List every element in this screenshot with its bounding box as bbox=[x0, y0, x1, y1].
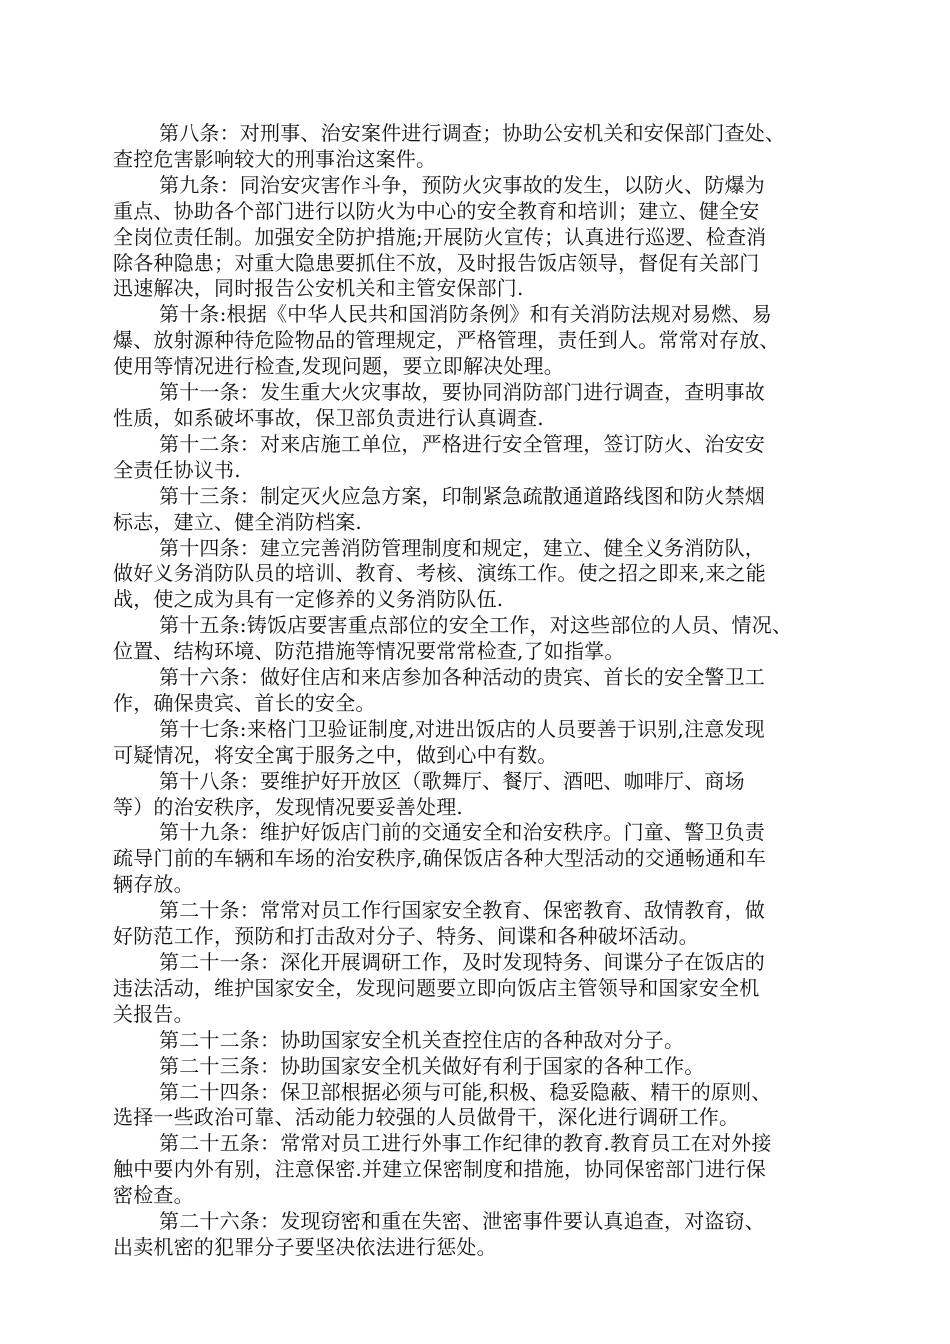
paragraph-line: 第二十一条：深化开展调研工作，及时发现特务、间谍分子在饭店的 bbox=[159, 950, 765, 974]
article-paragraph bbox=[113, 717, 833, 769]
article-paragraph bbox=[113, 950, 833, 1028]
article-paragraph bbox=[113, 1080, 833, 1132]
paragraph-line: 第十一条：发生重大火灾事故，要协同消防部门进行调查，查明事故 bbox=[159, 380, 765, 405]
article-paragraph bbox=[113, 1054, 833, 1080]
paragraph-line: 疏导门前的车辆和车场的治安秩序,确保饭店各种大型活动的交通畅通和车 bbox=[113, 846, 766, 871]
paragraph-line: 违法活动，维护国家安全，发现问题要立即向饭店主管领导和国家安全机 bbox=[113, 975, 760, 1000]
paragraph-line: 查控危害影响较大的刑事治这案件。 bbox=[113, 146, 437, 171]
article-paragraph bbox=[113, 484, 833, 536]
paragraph-line: 第二十六条：发现窃密和重在失密、泄密事件要认真追查，对盗窃、 bbox=[159, 1209, 765, 1234]
paragraph-line: 做好义务消防队员的培训、教育、考核、演练工作。使之招之即来,来之能 bbox=[113, 561, 766, 586]
article-paragraph bbox=[113, 1209, 833, 1261]
article-paragraph bbox=[113, 380, 833, 432]
article-paragraph bbox=[113, 432, 833, 484]
paragraph-line: 战，使之成为具有一定修养的义务消防队伍. bbox=[113, 587, 504, 612]
paragraph-line: 出卖机密的犯罪分子要坚决依法进行惩处。 bbox=[113, 1234, 497, 1259]
document-body bbox=[113, 121, 833, 1261]
article-paragraph bbox=[113, 1028, 833, 1054]
paragraph-line: 第十三条：制定灭火应急方案，印制紧急疏散通道路线图和防火禁烟 bbox=[159, 483, 765, 508]
article-paragraph bbox=[113, 121, 833, 173]
article-paragraph bbox=[113, 665, 833, 717]
paragraph-line: 第十九条：维护好饭店门前的交通安全和治安秩序。门童、警卫负责 bbox=[159, 820, 765, 845]
paragraph-line: 全责任协议书. bbox=[113, 457, 241, 482]
paragraph-line: 第十条:根据《中华人民共和国消防条例》和有关消防法规对易燃、易 bbox=[159, 302, 772, 327]
paragraph-line: 第二十五条：常常对员工进行外事工作纪律的教育.教育员工在对外接 bbox=[159, 1131, 772, 1156]
paragraph-line: 好防范工作，预防和打击敌对分子、特务、间谍和各种破坏活动。 bbox=[113, 924, 699, 949]
article-paragraph bbox=[113, 898, 833, 950]
article-paragraph bbox=[113, 1131, 833, 1209]
paragraph-line: 选择一些政治可靠、活动能力较强的人员做骨干，深化进行调研工作。 bbox=[113, 1105, 740, 1130]
paragraph-line: 第十二条：对来店施工单位，严格进行安全管理，签订防火、治安安 bbox=[159, 431, 765, 456]
paragraph-line: 除各种隐患；对重大隐患要抓住不放，及时报告饭店领导，督促有关部门 bbox=[113, 250, 760, 275]
paragraph-line: 爆、放射源种待危险物品的管理规定，严格管理，责任到人。常常对存放、 bbox=[113, 328, 780, 353]
paragraph-line: 作，确保贵宾、首长的安全。 bbox=[113, 690, 376, 715]
paragraph-line: 等）的治安秩序，发现情况要妥善处理. bbox=[113, 794, 463, 819]
paragraph-line: 位置、结构环境、防范措施等情况要常常检查,了如指掌。 bbox=[113, 639, 625, 664]
paragraph-line: 第十八条：要维护好开放区（歌舞厅、餐厅、酒吧、咖啡厅、商场 bbox=[159, 768, 745, 793]
paragraph-line: 第十五条:铸饭店要害重点部位的安全工作，对这些部位的人员、情况、 bbox=[159, 613, 793, 638]
article-paragraph bbox=[113, 769, 833, 821]
paragraph-line: 第二十二条：协助国家安全机关查控住店的各种敌对分子。 bbox=[159, 1027, 685, 1052]
article-paragraph bbox=[113, 820, 833, 898]
article-paragraph bbox=[113, 302, 833, 380]
paragraph-line: 第十四条：建立完善消防管理制度和规定，建立、健全义务消防队， bbox=[159, 535, 765, 560]
article-paragraph bbox=[113, 173, 833, 303]
paragraph-line: 全岗位责任制。加强安全防护措施;开展防火宣传；认真进行巡逻、检查消 bbox=[113, 224, 767, 249]
paragraph-line: 第二十条：常常对员工作行国家安全教育、保密教育、敌情教育，做 bbox=[159, 898, 765, 923]
paragraph-line: 标志，建立、健全消防档案. bbox=[113, 509, 362, 534]
paragraph-line: 第九条：同治安灾害作斗争，预防火灾事故的发生，以防火、防爆为 bbox=[159, 172, 765, 197]
paragraph-line: 性质，如系破坏事故，保卫部负责进行认真调查. bbox=[113, 405, 544, 430]
paragraph-line: 迅速解决，同时报告公安机关和主管安保部门. bbox=[113, 276, 524, 301]
paragraph-line: 第十六条：做好住店和来店参加各种活动的贵宾、首长的安全警卫工 bbox=[159, 665, 765, 690]
paragraph-line: 第十七条:来格门卫验证制度,对进出饭店的人员要善于识别,注意发现 bbox=[159, 716, 765, 741]
paragraph-line: 第二十三条：协助国家安全机关做好有利于国家的各种工作。 bbox=[159, 1053, 705, 1078]
paragraph-line: 重点、协助各个部门进行以防火为中心的安全教育和培训；建立、健全安 bbox=[113, 198, 760, 223]
article-paragraph bbox=[113, 536, 833, 614]
paragraph-line: 辆存放。 bbox=[113, 872, 194, 897]
paragraph-line: 使用等情况进行检查,发现问题，要立即解决处理。 bbox=[113, 354, 564, 379]
paragraph-line: 密检查。 bbox=[113, 1183, 194, 1208]
paragraph-line: 关报告。 bbox=[113, 1001, 194, 1026]
paragraph-line: 第八条：对刑事、治安案件进行调查；协助公安机关和安保部门查处、 bbox=[159, 121, 786, 145]
paragraph-line: 第二十四条：保卫部根据必须与可能,积极、稳妥隐蔽、精干的原则、 bbox=[159, 1079, 772, 1104]
paragraph-line: 可疑情况，将安全寓于服务之中，做到心中有数。 bbox=[113, 742, 558, 767]
article-paragraph bbox=[113, 613, 833, 665]
paragraph-line: 触中要内外有别，注意保密.并建立保密制度和措施，协同保密部门进行保 bbox=[113, 1157, 766, 1182]
